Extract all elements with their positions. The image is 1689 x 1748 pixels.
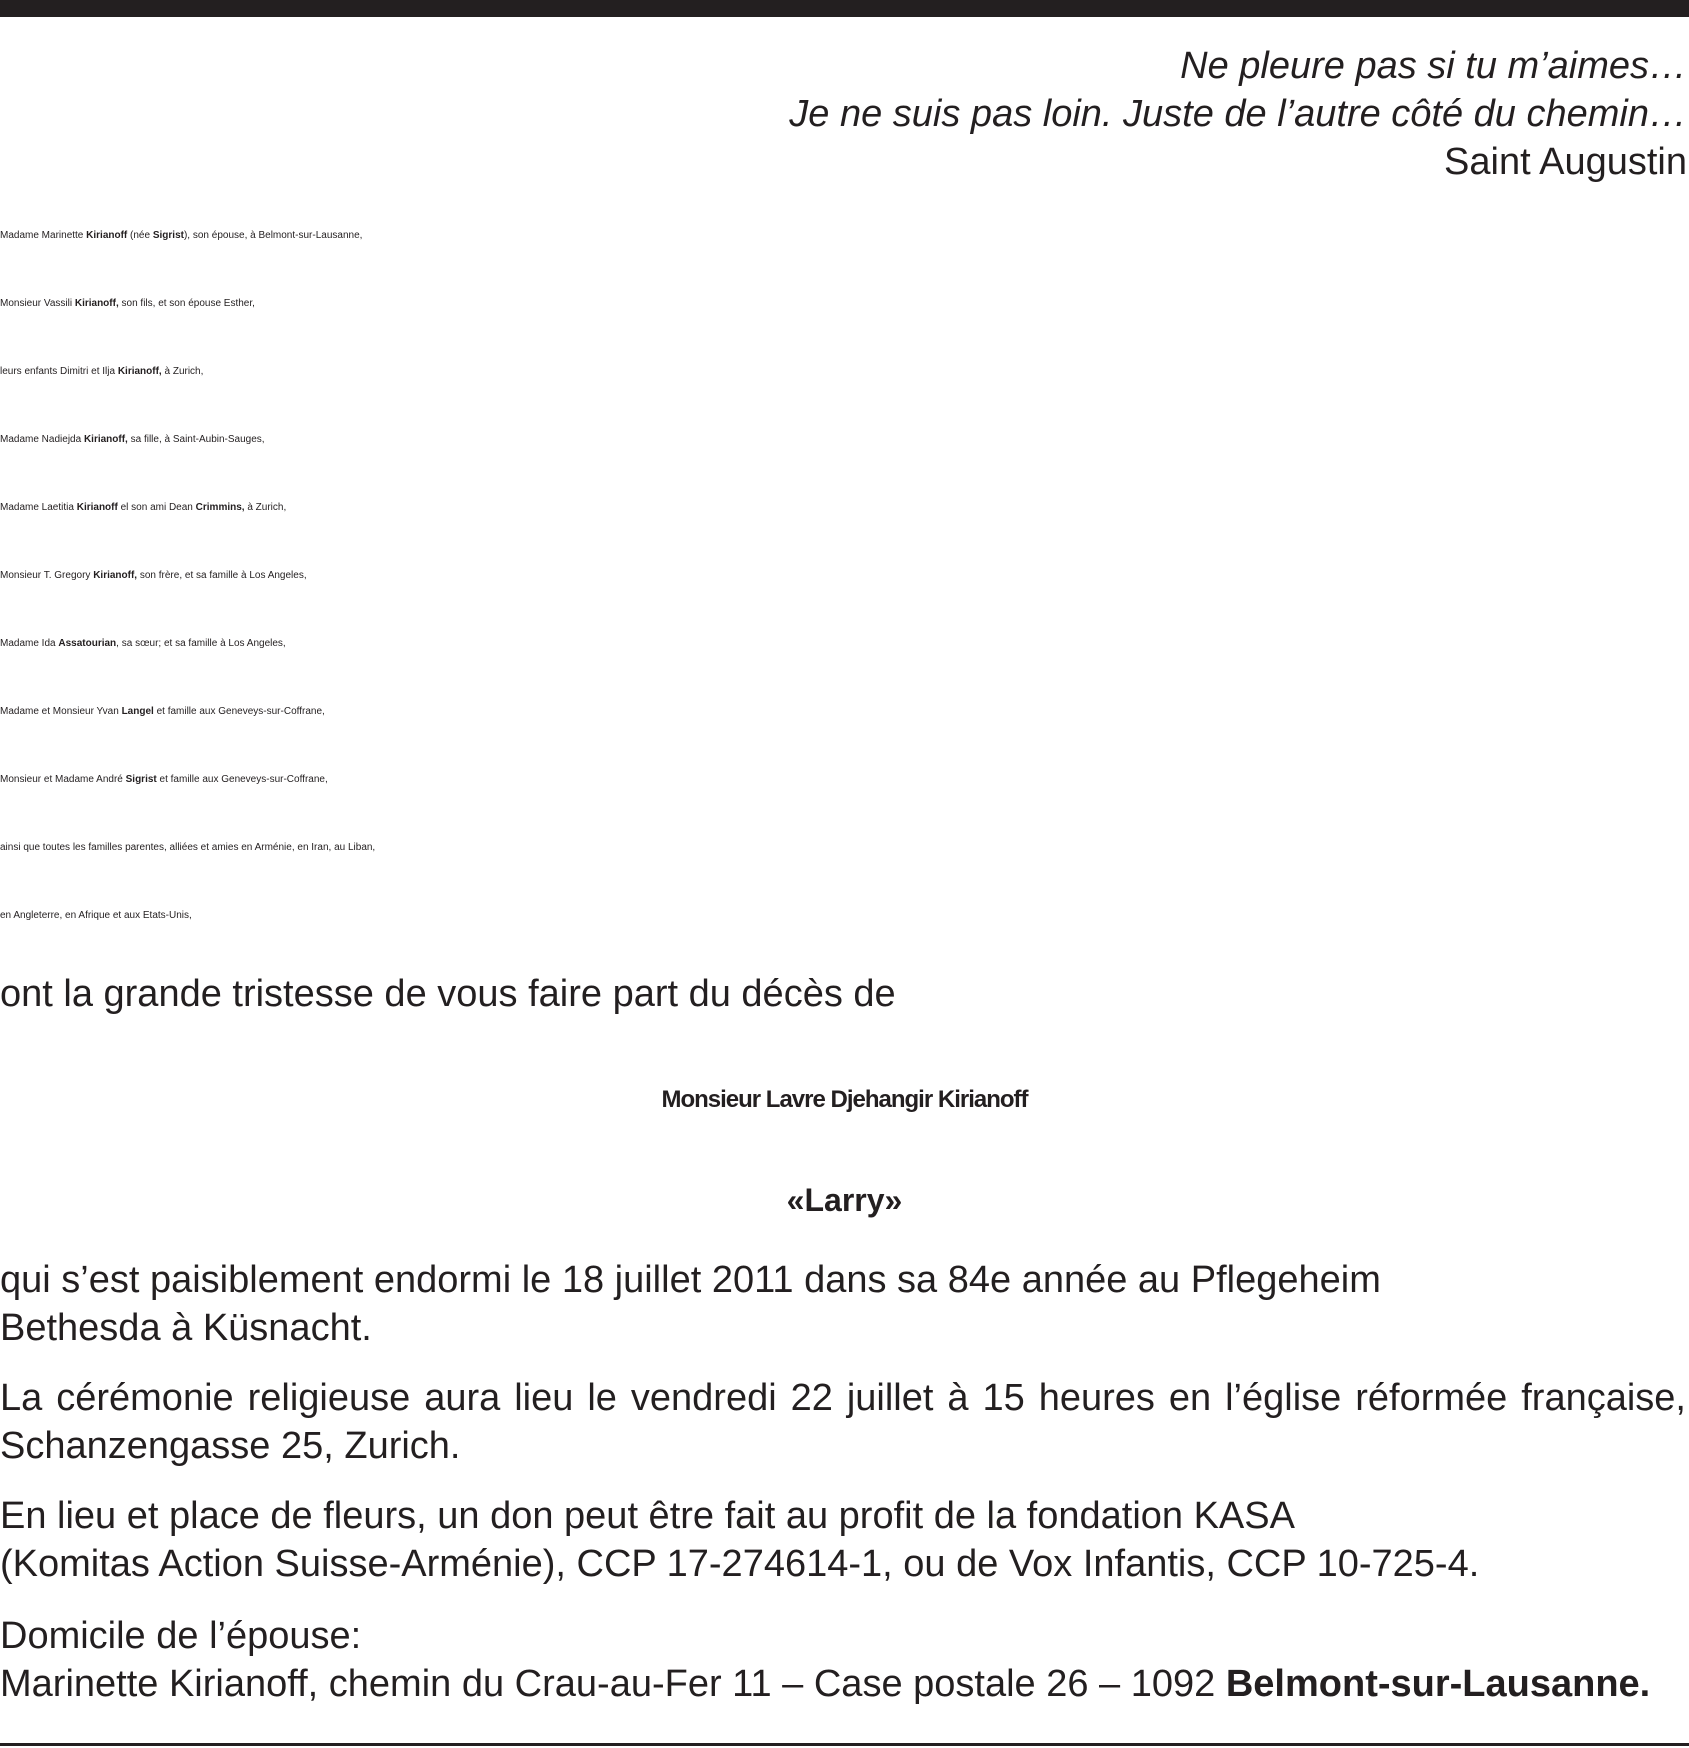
domicile-paragraph (0, 1612, 1650, 1708)
family-line (0, 882, 1689, 950)
family-line (0, 814, 1689, 882)
family-text: en Angleterre, en Afrique et aux Etats-Unis, (0, 910, 192, 921)
family-line (0, 406, 1689, 474)
quote-line-2: Je ne suis pas loin. Juste de l’autre côté du chemin… (789, 93, 1687, 135)
quote-line-1: Ne pleure pas si tu m’aimes… (1180, 45, 1687, 87)
donation-paragraph (0, 1492, 1479, 1588)
deceased-nickname: «Larry» (786, 1182, 903, 1218)
family-text: Madame et Monsieur Yvan (0, 706, 122, 717)
family-text: , sa sœur; et sa famille à Los Angeles, (116, 638, 286, 649)
family-text: el son ami Dean (117, 502, 196, 513)
donation-line-1: En lieu et place de fleurs, un don peut être fait au profit de la fondation KASA (0, 1495, 1295, 1537)
family-text: Madame Ida (0, 638, 59, 649)
family-text: Monsieur et Madame André (0, 774, 126, 785)
family-text: à Zurich, (161, 366, 204, 377)
quote-author: Saint Augustin (1444, 141, 1687, 183)
family-text: Monsieur Vassili (0, 298, 75, 309)
family-text: son fils, et son épouse Esther, (118, 298, 255, 309)
family-text: (née (127, 230, 153, 241)
domicile-label: Domicile de l’épouse: (0, 1615, 362, 1657)
deceased-name: Monsieur Lavre Djehangir Kirianoff (661, 1086, 1028, 1113)
domicile-address-line (0, 1660, 1650, 1708)
bottom-border-rule (0, 1743, 1689, 1746)
passing-line-2: Bethesda à Küsnacht. (0, 1307, 372, 1349)
announcement-text: ont la grande tristesse de vous faire part du décès de (0, 973, 896, 1015)
passing-line-1: qui s’est paisiblement endormi le 18 juillet 2011 dans sa 84e année au Pflegeheim (0, 1259, 1381, 1301)
family-text: Madame Marinette (0, 230, 87, 241)
family-surname: Crimmins, (195, 502, 245, 513)
family-text: et famille aux Geneveys-sur-Coffrane, (153, 706, 325, 717)
family-text: son frère, et sa famille à Los Angeles, (137, 570, 307, 581)
family-text: ainsi que toutes les familles parentes, alliées et amies en Arménie, en Iran, au Liban, (0, 842, 376, 853)
family-text: sa fille, à Saint-Aubin-Sauges, (127, 434, 265, 445)
epigraph-quote (789, 42, 1687, 186)
family-line (0, 338, 1689, 406)
family-surname: Kirianoff, (117, 366, 162, 377)
family-text: leurs enfants Dimitri et Ilja (0, 366, 118, 377)
top-border-rule (0, 0, 1689, 17)
ceremony-paragraph (0, 1374, 1686, 1470)
family-text: et famille aux Geneveys-sur-Coffrane, (156, 774, 328, 785)
ceremony-line-2: Schanzengasse 25, Zurich. (0, 1425, 461, 1467)
family-line (0, 542, 1689, 610)
ceremony-line-1: La cérémonie religieuse aura lieu le vendredi 22 juillet à 15 heures en l’église réformée française, (0, 1377, 1686, 1419)
family-surname: Kirianoff (86, 230, 128, 241)
family-line (0, 746, 1689, 814)
family-text: ), son épouse, à Belmont-sur-Lausanne, (183, 230, 363, 241)
family-text: Monsieur T. Gregory (0, 570, 94, 581)
family-line (0, 202, 1689, 270)
family-surname: Kirianoff (76, 502, 118, 513)
domicile-address: Marinette Kirianoff, chemin du Crau-au-Fer 11 – Case postale 26 – 1092 (0, 1663, 1226, 1705)
family-surname: Kirianoff, (83, 434, 128, 445)
passing-paragraph (0, 1256, 1381, 1352)
family-text: Madame Nadiejda (0, 434, 84, 445)
family-surname: Kirianoff, (93, 570, 138, 581)
family-surname: Langel (121, 706, 154, 717)
domicile-town: Belmont-sur-Lausanne. (1225, 1663, 1651, 1705)
family-line (0, 610, 1689, 678)
family-text: Madame Laetitia (0, 502, 77, 513)
family-surname: Assatourian (58, 638, 117, 649)
family-line (0, 474, 1689, 542)
family-text: à Zurich, (244, 502, 287, 513)
family-line (0, 270, 1689, 338)
family-list (0, 202, 1689, 950)
family-line (0, 678, 1689, 746)
family-surname: Kirianoff, (74, 298, 119, 309)
family-surname: Sigrist (152, 230, 184, 241)
family-surname: Sigrist (125, 774, 157, 785)
donation-line-2: (Komitas Action Suisse-Arménie), CCP 17-274614-1, ou de Vox Infantis, CCP 10-725-4. (0, 1543, 1480, 1585)
